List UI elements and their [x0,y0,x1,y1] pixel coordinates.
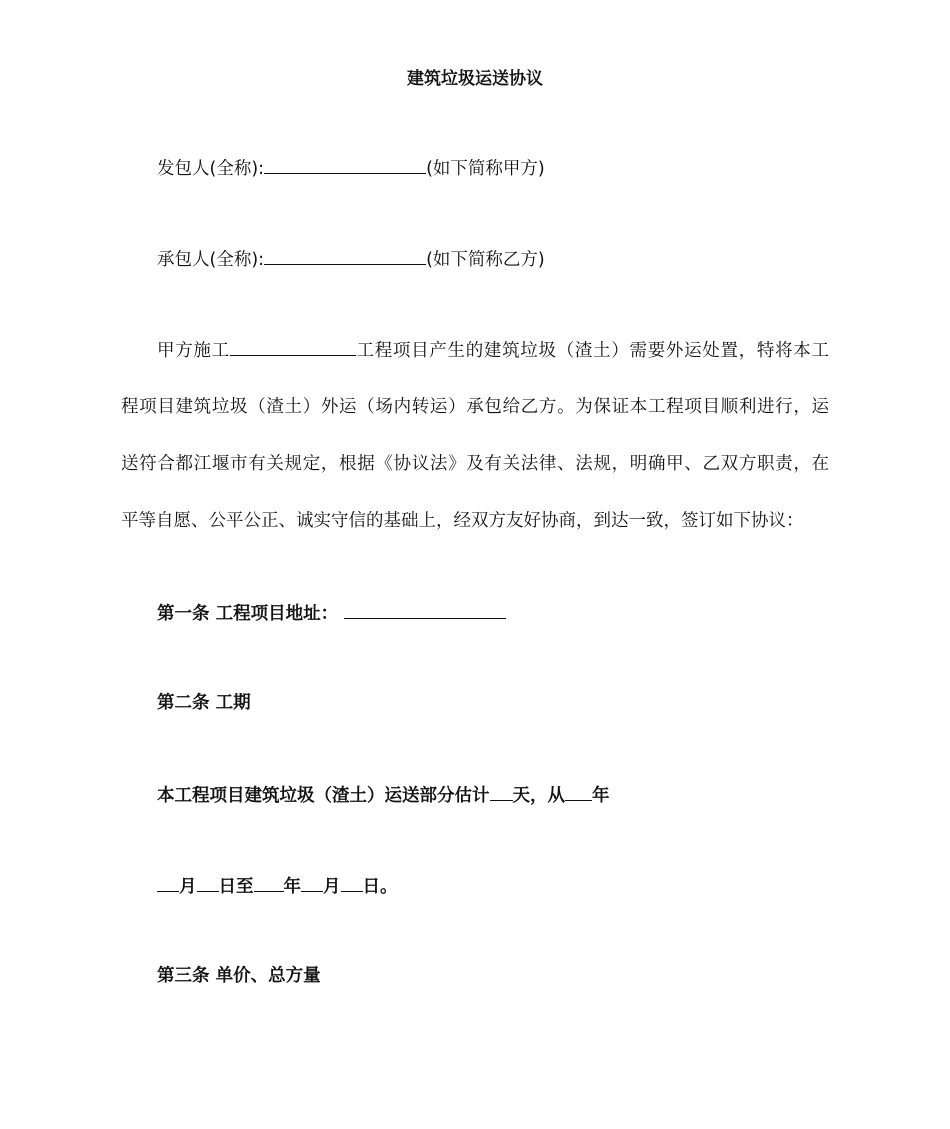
party-a-label: 发包人(全称): [157,159,265,179]
project-name-blank [230,337,356,356]
intro-line-4: 平等自愿、公平公正、诚实守信的基础上，经双方友好协商，到达一致，签订如下协议： [121,511,804,531]
start-month-unit: 月 [179,877,197,897]
end-month-blank [301,873,323,892]
days-blank [490,782,513,801]
party-b-label: 承包人(全称): [157,250,265,270]
end-day-unit: 日。 [362,877,398,897]
article2-duration-line-1 [157,782,610,808]
start-year-blank [565,782,592,801]
party-b-line [157,246,545,272]
document-title: 建筑垃圾运送协议 [407,69,543,89]
start-month-blank [157,873,179,892]
party-b-blank [264,246,426,265]
start-year-unit: 年 [592,786,610,806]
address-blank [344,600,506,619]
party-a-suffix: (如下简称甲方) [426,159,545,179]
intro-line-3: 送符合都江堰市有关规定，根据《协议法》及有关法律、法规，明确甲、乙双方职责，在 [121,454,829,474]
party-a-blank [264,155,426,174]
article3-heading: 第三条 单价、总方量 [157,966,321,986]
article2-duration-line-2 [157,873,398,899]
article1-label: 第一条 工程项目地址： [157,604,339,624]
article1-line [157,600,506,626]
intro-line-2: 程项目建筑垃圾（渣土）外运（场内转运）承包给乙方。为保证本工程项目顺利进行，运 [121,397,829,417]
intro-line-1 [157,337,829,363]
article2-heading: 第二条 工期 [157,693,251,713]
end-month-unit: 月 [323,877,341,897]
start-day-unit: 日至 [218,877,254,897]
start-day-blank [197,873,219,892]
end-day-blank [341,873,363,892]
intro-line1-suffix: 工程项目产生的建筑垃圾（渣土）需要外运处置，特将本工 [355,341,830,361]
days-unit: 天，从 [512,786,565,806]
end-year-unit: 年 [283,877,301,897]
party-a-line [157,155,545,181]
party-b-suffix: (如下简称乙方) [426,250,545,270]
duration-text: 本工程项目建筑垃圾（渣土）运送部分估计 [157,786,490,806]
intro-prefix: 甲方施工 [157,341,230,361]
end-year-blank [254,873,284,892]
